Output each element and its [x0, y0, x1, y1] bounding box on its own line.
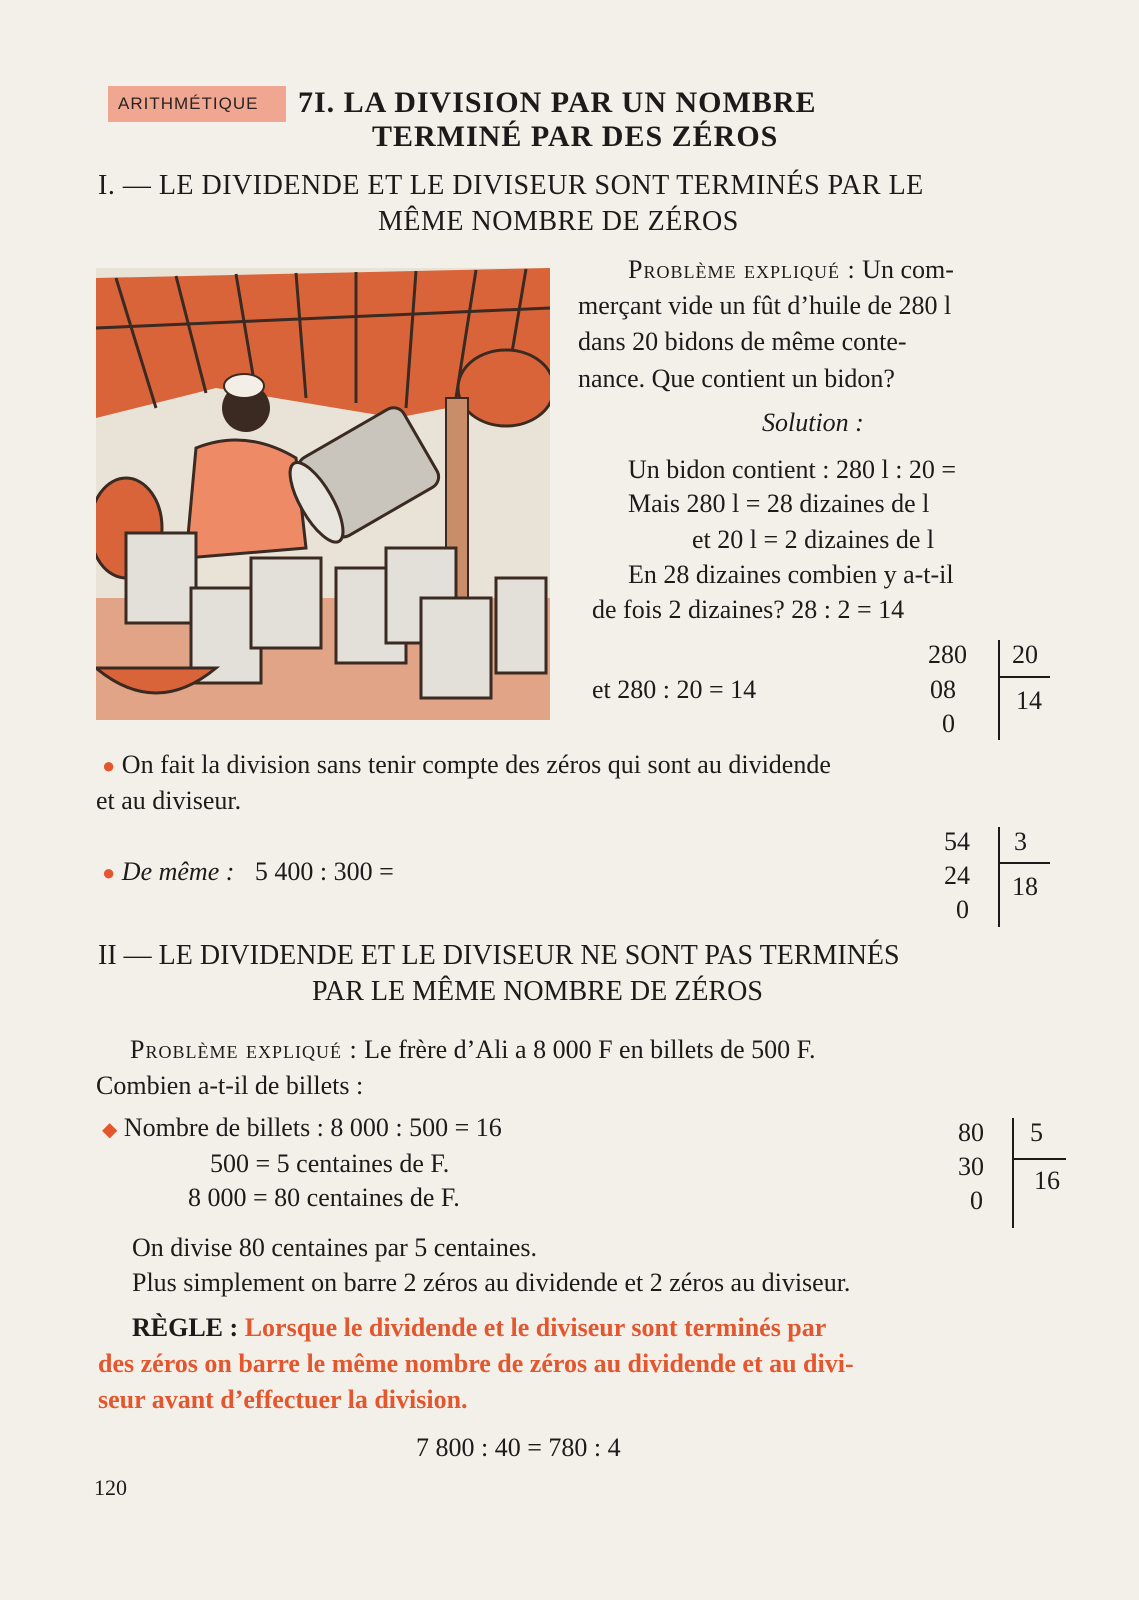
note-text: On fait la division sans tenir compte des zéros qui sont au dividende — [121, 750, 831, 779]
problem2-line2: Combien a-t-il de billets : — [96, 1071, 364, 1100]
problem1-line2: merçant vide un fût d’huile de 280 l — [578, 291, 952, 320]
rule-line2: des zéros on barre le même nombre de zéros au dividende et au divi- — [98, 1349, 854, 1378]
section2-heading-line1: II — LE DIVIDENDE ET LE DIVISEUR NE SONT PAS TERMINÉS — [98, 940, 900, 971]
section1-heading-line2: MÊME NOMBRE DE ZÉROS — [378, 206, 739, 237]
solution-label: Solution : — [762, 408, 864, 437]
billets-text: Nombre de billets : 8 000 : 500 = 16 — [123, 1113, 502, 1142]
problem1-label: Problème expliqué : — [628, 255, 856, 284]
example-label: De même : — [121, 857, 235, 886]
div2-divisor: 3 — [1014, 827, 1027, 856]
diamond-bullet-icon: ◆ — [102, 1119, 118, 1141]
billets-line — [102, 1113, 502, 1143]
div1-remainder: 0 — [942, 709, 955, 738]
rule-text-1: Lorsque le dividende et le diviseur sont terminés par — [244, 1313, 827, 1342]
rule-label: RÈGLE : — [132, 1313, 239, 1342]
problem1-text-1: Un com- — [862, 255, 954, 284]
divise-line: On divise 80 centaines par 5 centaines. — [132, 1233, 538, 1262]
lesson-title-line2: TERMINÉ PAR DES ZÉROS — [372, 120, 779, 153]
problem2-label: Problème expliqué : — [130, 1035, 358, 1064]
div1-vertical-bar — [998, 640, 1000, 740]
div1-partial: 08 — [930, 675, 956, 704]
section2-heading-line2: PAR LE MÊME NOMBRE DE ZÉROS — [312, 976, 763, 1007]
problem2-line1 — [130, 1035, 816, 1065]
solution-line6: et 280 : 20 = 14 — [592, 675, 757, 704]
solution-line5: de fois 2 dizaines? 28 : 2 = 14 — [592, 595, 905, 624]
problem1-line1 — [628, 255, 954, 285]
div3-quotient: 16 — [1034, 1166, 1060, 1195]
rule-line1 — [132, 1313, 826, 1343]
div3-dividend: 80 — [958, 1118, 984, 1147]
div2-horizontal-bar — [998, 862, 1050, 864]
div3-divisor: 5 — [1030, 1118, 1043, 1147]
centaines-line2: 8 000 = 80 centaines de F. — [188, 1183, 460, 1212]
div2-quotient: 18 — [1012, 872, 1038, 901]
div2-partial: 24 — [944, 861, 970, 890]
centaines-line1: 500 = 5 centaines de F. — [210, 1149, 450, 1178]
solution-line1: Un bidon contient : 280 l : 20 = — [628, 455, 957, 484]
div1-divisor: 20 — [1012, 640, 1038, 669]
div2-remainder: 0 — [956, 895, 969, 924]
subject-tag: ARITHMÉTIQUE — [108, 86, 286, 122]
note-line2: et au diviseur. — [96, 786, 242, 815]
example-expression: 5 400 : 300 = — [254, 857, 394, 886]
solution-line3: et 20 l = 2 dizaines de l — [692, 525, 935, 554]
solution-line4: En 28 dizaines combien y a-t-il — [628, 560, 954, 589]
bullet-icon: ● — [102, 860, 116, 885]
rule-line3: seur avant d’effectuer la division. — [98, 1385, 468, 1414]
final-expression: 7 800 : 40 = 780 : 4 — [416, 1433, 621, 1462]
solution-line2: Mais 280 l = 28 dizaines de l — [628, 489, 930, 518]
div1-quotient: 14 — [1016, 686, 1042, 715]
problem1-line4: nance. Que contient un bidon? — [578, 364, 895, 393]
div3-remainder: 0 — [970, 1186, 983, 1215]
merchant-illustration — [96, 268, 550, 720]
div1-horizontal-bar — [998, 676, 1050, 678]
div3-partial: 30 — [958, 1152, 984, 1181]
problem1-line3: dans 20 bidons de même conte- — [578, 327, 907, 356]
div3-horizontal-bar — [1012, 1158, 1066, 1160]
lesson-title-line1: 7I. LA DIVISION PAR UN NOMBRE — [298, 86, 817, 119]
bullet-icon: ● — [102, 753, 116, 778]
note-line1 — [102, 750, 831, 780]
div2-vertical-bar — [998, 827, 1000, 927]
page-number: 120 — [94, 1475, 127, 1500]
problem2-text-1: Le frère d’Ali a 8 000 F en billets de 500 F. — [364, 1035, 816, 1064]
example-line — [102, 857, 394, 887]
div3-vertical-bar — [1012, 1118, 1014, 1228]
simplement-line: Plus simplement on barre 2 zéros au dividende et 2 zéros au diviseur. — [132, 1268, 851, 1297]
section1-heading-line1: I. — LE DIVIDENDE ET LE DIVISEUR SONT TERMINÉS PAR LE — [98, 170, 924, 201]
div2-dividend: 54 — [944, 827, 970, 856]
div1-dividend: 280 — [928, 640, 967, 669]
